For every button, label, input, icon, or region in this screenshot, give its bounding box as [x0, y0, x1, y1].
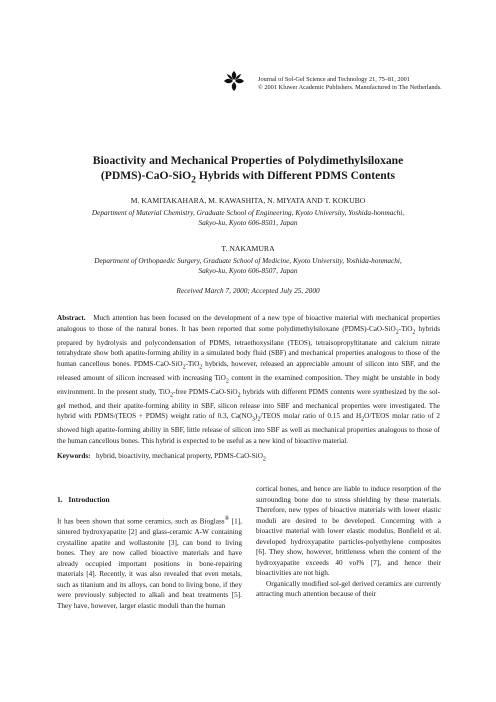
subscript: 3 — [251, 416, 255, 423]
subscript: 2 — [361, 416, 365, 423]
abstract-text: hybrids with different PDMS contents were synthesized by the sol-gel method, and their apatite-forming ability in SBF, silicon release into SBF and mechanical properties were investigated. The hybrid with PDMS/(TEOS + PDMS) weight ratio of 0.3, Ca(NO — [57, 387, 441, 421]
abstract-text: ) — [254, 412, 258, 421]
subscript: 2 — [257, 416, 261, 423]
abstract-text: /TEOS molar ratio of 0.15 and H — [260, 412, 362, 421]
subscript: 2 — [199, 364, 203, 371]
section-title: Introduction — [68, 495, 110, 504]
subscript: 2 — [182, 364, 186, 371]
subscript: 2 — [225, 378, 229, 385]
title-text: Hybrids with Different PDMS Contents — [195, 169, 396, 182]
abstract — [57, 313, 440, 446]
abstract-text: -free PDMS-CaO-SiO — [173, 387, 238, 396]
journal-citation: Journal of Sol-Gel Science and Technology 21, 75–81, 2001 — [258, 76, 410, 83]
paragraph-text: It has been shown that some ceramics, such as Bioglass — [57, 517, 225, 526]
paragraph-text: [1], sintered hydroxyapatite [2] and glass-ceramic A-W containing crystalline apatite and wollastonite [3], can bond to living bones. They are now called bioactive materials and have already occupied important positions in bone-repairing materials [4]. Recently, it was also revealed that even metals, such as titanium and its alloys, can bond to living bone, if they were previously subjected to alkali and heat treatments [5]. They have, however, larger elastic moduli than the human — [57, 517, 242, 610]
section-number: 1. — [57, 495, 63, 504]
paper-title — [40, 153, 456, 187]
affiliation-1 — [60, 208, 436, 228]
abstract-text: content in the examined composition. They might be unstable in body environment. In the present study, TiO — [57, 373, 440, 396]
right-column — [256, 484, 441, 600]
affiliation-line: Department of Material Chemistry, Graduate School of Engineering, Kyoto University, Yoshida-honmachi, — [91, 208, 405, 217]
paragraph — [57, 514, 242, 611]
registered-mark: ® — [224, 516, 230, 522]
affiliation-2 — [60, 256, 436, 276]
subscript: 2 — [395, 328, 399, 335]
subscript: 2 — [170, 392, 174, 399]
journal-info — [258, 76, 442, 93]
title-line-1: Bioactivity and Mechanical Properties of Polydimethylsiloxane — [92, 154, 404, 167]
abstract-text: hybrids, however, released an appreciable amount of silicon into SBF, and the released amount of silicon increased with increasing TiO — [57, 359, 440, 382]
abstract-label: Abstract. — [57, 314, 86, 322]
title-line-2 — [40, 168, 456, 187]
received-dates: Received March 7, 2000; Accepted July 25, 2000 — [176, 286, 320, 295]
author-list-2: T. NAKAMURA — [221, 244, 275, 253]
affiliation-line: Sakyo-ku, Kyoto 606-8501, Japan — [198, 218, 298, 228]
paragraph: cortical bones, and hence are liable to induce resorption of the surrounding bone due to stress shielding by these materials. Therefore, new types of bioactive materials with lower elastic moduli are desired to be developed. Concerning with a bioactive material with lower elastic modulus, Bonfield et al. developed hydroxyapatite particles-polyethylene composites [6]. They show, however, brittleness when the content of the hydroxyapatite exceeds 40 vol% [7], and hence their bioactivities are not high. — [256, 485, 441, 578]
abstract-text: hybrids prepared by hydrolysis and polycondensation of PDMS, tetraethoxysilane (TEOS), tetraisopropyltitanate and calcium nitrate tetrahydrate show both apatite-forming ability in a simulated body fluid (SBF) and mechanical properties analogous to those of the human cancellous bones. PDMS-CaO-SiO — [57, 324, 441, 368]
keywords — [57, 452, 440, 462]
abstract-text: -TiO — [185, 359, 200, 368]
subscript: 2 — [262, 456, 266, 463]
affiliation-line: Department of Orthopaedic Surgery, Graduate School of Medicine, Kyoto University, Yoshida-honmachi, — [94, 256, 402, 265]
abstract-text: Much attention has been focused on the development of a new type of bioactive material with mechanical properties analogous to those of the natural bones. It has been reported that some polydimethylsiloxane (PDMS)-CaO-SiO — [57, 314, 440, 333]
publisher-logo-icon — [223, 70, 245, 92]
affiliation-line: Sakyo-ku, Kyoto 606-8507, Japan — [198, 266, 298, 276]
paragraph: Organically modified sol-gel derived ceramics are currently attracting much attention because of their — [256, 579, 441, 599]
copyright-line: © 2001 Kluwer Academic Publishers. Manufactured in The Netherlands. — [258, 84, 442, 92]
subscript: 2 — [237, 392, 241, 399]
abstract-text: -TiO — [398, 324, 413, 333]
author-list-1: M. KAMITAKAHARA, M. KAWASHITA, N. MIYATA AND T. KOKUBO — [130, 196, 366, 205]
keywords-label: Keywords: — [57, 452, 91, 460]
left-column — [57, 514, 242, 611]
abstract-text: O/TEOS molar ratio of 2 showed high apatite-forming ability in SBF, little release of silicon into SBF as well as mechanical properties analogous to those of the human cancellous bones. This hybrid is expected to be useful as a new kind of bioactive material. — [57, 412, 440, 445]
title-subscript: 2 — [191, 174, 196, 186]
section-heading — [57, 495, 110, 504]
subscript: 2 — [412, 328, 416, 335]
title-text: (PDMS)-CaO-SiO — [100, 169, 192, 182]
keywords-text: hybrid, bioactivity, mechanical property, PDMS-CaO-SiO — [95, 452, 263, 460]
